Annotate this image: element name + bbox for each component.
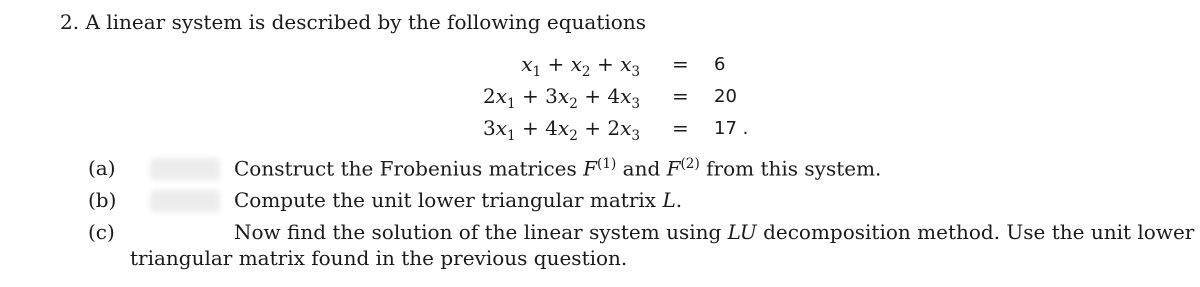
eq3-term3: $2x_3$ xyxy=(607,116,640,144)
equation-2-rhs: 20 xyxy=(714,86,737,107)
equation-3-rhs: 17 . xyxy=(714,118,749,139)
eq2-term2: $3x_2$ xyxy=(545,84,578,112)
equation-1-equals: = xyxy=(672,52,689,76)
scan-smudge xyxy=(150,158,220,180)
part-c-continuation: triangular matrix found in the previous question. xyxy=(130,246,628,270)
part-c-label: (c) xyxy=(88,220,115,244)
part-a-label: (a) xyxy=(88,156,116,180)
eq2-term1: $2x_1$ xyxy=(483,84,516,112)
equation-2-lhs: $2x_1 + 3x_2 + 4x_3$ xyxy=(483,84,640,112)
part-b-label: (b) xyxy=(88,188,117,212)
equation-3-equals: = xyxy=(672,116,689,140)
eq3-term1: $3x_1$ xyxy=(483,116,516,144)
eq2-term3: $4x_3$ xyxy=(607,84,640,112)
part-c-text: Now find the solution of the linear system using LU decomposition method. Use the unit lower xyxy=(234,220,1195,244)
eq3-term2: $4x_2$ xyxy=(545,116,578,144)
scan-smudge xyxy=(150,190,220,212)
equation-1-lhs: $x_1 + x_2 + x_3$ xyxy=(521,52,640,80)
eq1-term2: $x_2$ xyxy=(570,52,591,80)
eq1-term3: $x_3$ xyxy=(620,52,640,80)
equation-2-equals: = xyxy=(672,84,689,108)
part-a-text: Construct the Frobenius matrices $F^{(1)}$ and $F^{(2)}$ from this system. xyxy=(234,156,882,181)
eq1-term1: $x_1$ xyxy=(521,52,542,80)
part-b-text: Compute the unit lower triangular matrix L. xyxy=(234,188,683,212)
problem-heading: 2. A linear system is described by the following equations xyxy=(60,10,646,34)
equation-1-rhs: 6 xyxy=(714,54,726,75)
equation-3-lhs: $3x_1 + 4x_2 + 2x_3$ xyxy=(483,116,640,144)
